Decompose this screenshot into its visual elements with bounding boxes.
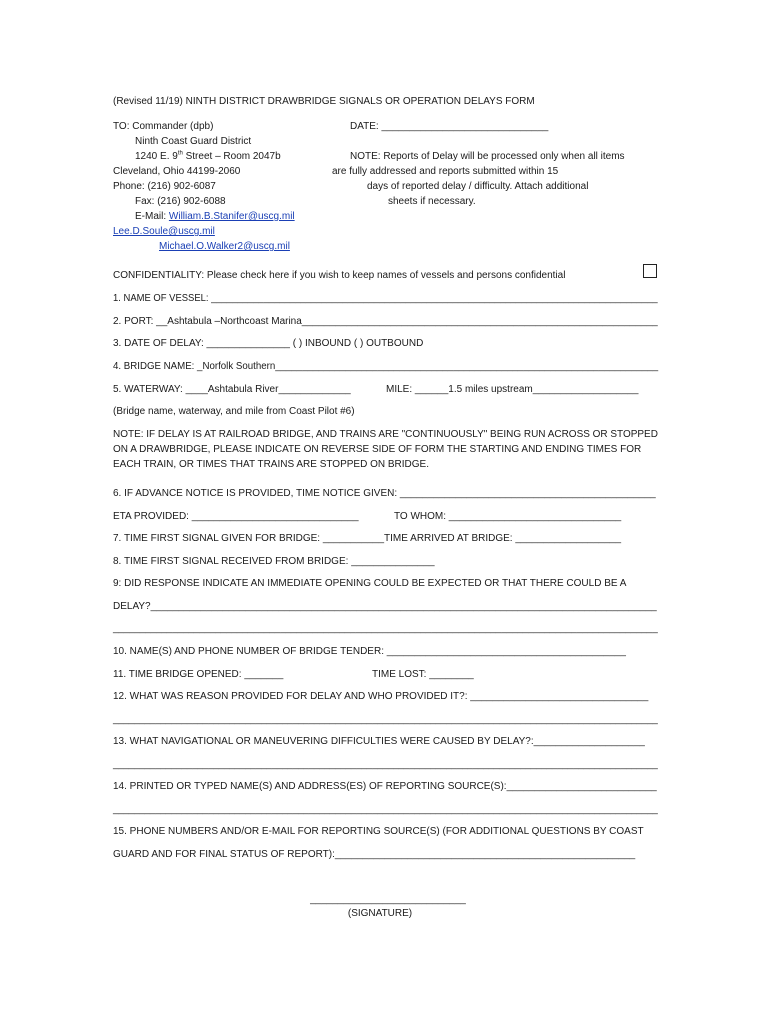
first-signal-given-field[interactable]: 7. TIME FIRST SIGNAL GIVEN FOR BRIDGE: ___________TIME ARRIVED AT BRIDGE: ___________________ <box>113 533 622 544</box>
to-fax: Fax: (216) 902-6088 <box>135 196 226 207</box>
to-email: E-Mail: William.B.Stanifer@uscg.mil <box>135 211 295 222</box>
reporting-source-line[interactable]: _______________________________________________________________________________________________________ <box>113 804 658 815</box>
to-street: 1240 E. 9th Street – Room 2047b <box>135 150 281 162</box>
port-field[interactable]: 2. PORT: __Ashtabula –Northcoast Marina________________________________________________________________ <box>113 316 658 327</box>
advance-notice-field[interactable]: 6. IF ADVANCE NOTICE IS PROVIDED, TIME NOTICE GIVEN: ______________________________________________ <box>113 488 656 499</box>
delay-reason-field[interactable]: 12. WHAT WAS REASON PROVIDED FOR DELAY AND WHO PROVIDED IT?: ________________________________ <box>113 691 649 702</box>
note-line-3: days of reported delay / difficulty. Attach additional <box>367 181 589 192</box>
delay-reason-line[interactable]: _______________________________________________________________________________________________________ <box>113 714 658 725</box>
to-phone: Phone: (216) 902-6087 <box>113 181 216 192</box>
mile-field[interactable]: MILE: ______1.5 miles upstream___________________ <box>386 384 639 395</box>
time-lost-field[interactable]: TIME LOST: ________ <box>372 669 474 680</box>
navigational-difficulties-field[interactable]: 13. WHAT NAVIGATIONAL OR MANEUVERING DIFFICULTIES WERE CAUSED BY DELAY?:____________________ <box>113 736 645 747</box>
to-line: TO: Commander (dpb) <box>113 121 214 132</box>
railroad-note-2: ON A DRAWBRIDGE, PLEASE INDICATE ON REVERSE SIDE OF FORM THE STARTING AND ENDING TIMES FOR <box>113 444 642 455</box>
email-link-stanifer[interactable]: William.B.Stanifer@uscg.mil <box>168 211 295 222</box>
bridge-tender-field[interactable]: 10. NAME(S) AND PHONE NUMBER OF BRIDGE TENDER: ___________________________________________ <box>113 646 626 657</box>
delay-answer-line[interactable]: _____________________________________________________________________________________________________ <box>113 623 658 634</box>
to-district: Ninth Coast Guard District <box>135 136 252 147</box>
vessel-name-field[interactable]: 1. NAME OF VESSEL: _____________________________________________________________________________________ <box>113 293 658 304</box>
railroad-note-1: NOTE: IF DELAY IS AT RAILROAD BRIDGE, AND TRAINS ARE "CONTINUOUSLY" BEING RUN ACROSS OR STOPPED <box>113 429 658 440</box>
confidentiality-label: CONFIDENTIALITY: Please check here if you wish to keep names of vessels and persons confidential <box>113 270 566 281</box>
date-of-delay-field[interactable]: 3. DATE OF DELAY: _______________ ( ) INBOUND ( ) OUTBOUND <box>113 338 424 349</box>
email-link-walker[interactable]: Michael.O.Walker2@uscg.mil <box>159 241 290 252</box>
eta-field[interactable]: ETA PROVIDED: ______________________________ <box>113 511 359 522</box>
time-bridge-opened-field[interactable]: 11. TIME BRIDGE OPENED: _______ <box>113 669 284 680</box>
note-line-4: sheets if necessary. <box>388 196 476 207</box>
signature-line[interactable]: ____________________________ <box>310 894 466 905</box>
navigational-difficulties-line[interactable]: _______________________________________________________________________________________________________ <box>113 759 658 770</box>
to-city: Cleveland, Ohio 44199-2060 <box>113 166 241 177</box>
reporting-source-field[interactable]: 14. PRINTED OR TYPED NAME(S) AND ADDRESS(ES) OF REPORTING SOURCE(S):___________________________ <box>113 781 657 792</box>
delay-answer-field[interactable]: DELAY?___________________________________________________________________________________________ <box>113 601 657 612</box>
date-field[interactable]: DATE: ______________________________ <box>350 121 549 132</box>
confidentiality-checkbox[interactable] <box>643 264 657 278</box>
first-signal-received-field[interactable]: 8. TIME FIRST SIGNAL RECEIVED FROM BRIDGE: _______________ <box>113 556 435 567</box>
bridge-source-note: (Bridge name, waterway, and mile from Coast Pilot #6) <box>113 406 355 417</box>
note-line-2: are fully addressed and reports submitted within 15 <box>332 166 559 177</box>
email-link-soule[interactable]: Lee.D.Soule@uscg.mil <box>113 226 215 237</box>
signature-label: (SIGNATURE) <box>347 908 413 919</box>
note-line-1: NOTE: Reports of Delay will be processed only when all items <box>350 151 625 162</box>
to-whom-field[interactable]: TO WHOM: _______________________________ <box>394 511 622 522</box>
railroad-note-3: EACH TRAIN, OR TIMES THAT TRAINS ARE STOPPED ON BRIDGE. <box>113 459 429 470</box>
contact-question: 15. PHONE NUMBERS AND/OR E-MAIL FOR REPORTING SOURCE(S) (FOR ADDITIONAL QUESTIONS BY COAST <box>113 826 644 837</box>
contact-field[interactable]: GUARD AND FOR FINAL STATUS OF REPORT):______________________________________________________ <box>113 849 636 860</box>
waterway-field[interactable]: 5. WATERWAY: ____Ashtabula River_____________ <box>113 384 351 395</box>
bridge-name-field[interactable]: 4. BRIDGE NAME: _Norfolk Southern_______________________________________________________________________ <box>113 361 659 372</box>
form-title: (Revised 11/19) NINTH DISTRICT DRAWBRIDGE SIGNALS OR OPERATION DELAYS FORM <box>113 96 535 107</box>
response-question: 9: DID RESPONSE INDICATE AN IMMEDIATE OPENING COULD BE EXPECTED OR THAT THERE COULD BE A <box>113 578 627 589</box>
